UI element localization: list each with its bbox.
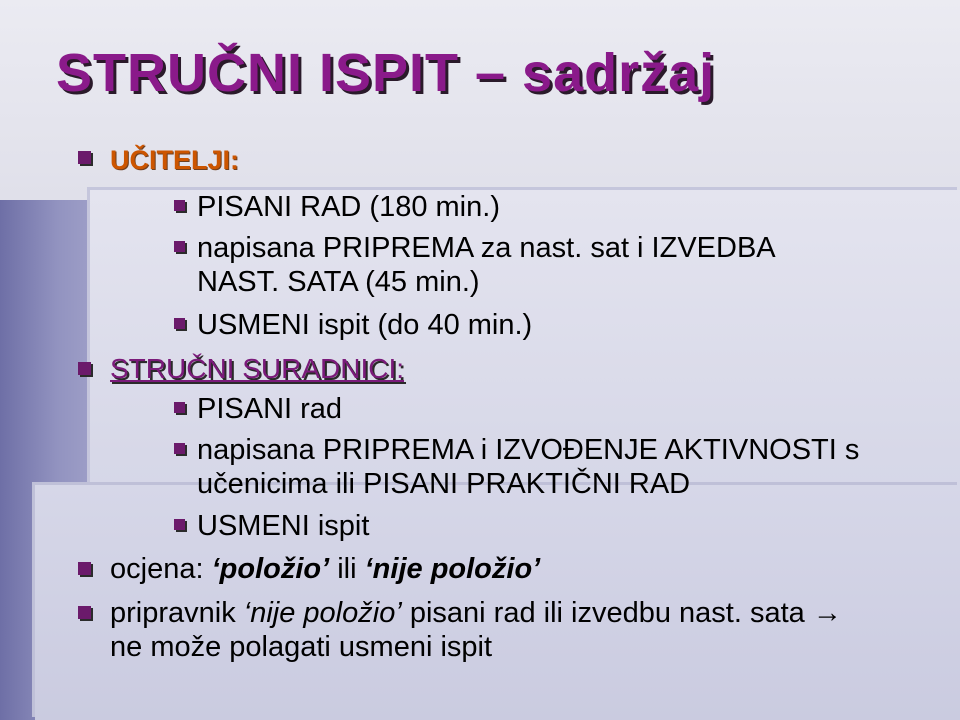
list-item: PISANI rad [197, 393, 343, 425]
list-item-continuation: učenicima ili PISANI PRAKTIČNI RAD [197, 468, 691, 500]
grade-option-failed: ‘nije položio’ [364, 553, 541, 585]
arrow-right-icon: → [812, 597, 842, 629]
list-item-continuation: NAST. SATA (45 min.) [197, 266, 480, 298]
grade-option-passed: ‘položio’ [211, 553, 330, 585]
list-item: USMENI ispit (do 40 min.) [197, 309, 533, 341]
trainee-rest: pisani rad ili izvedbu nast. sata [401, 597, 813, 629]
grade-line [110, 552, 540, 586]
list-item: napisana PRIPREMA za nast. sat i IZVEDBA [197, 232, 776, 264]
bullet-icon [174, 318, 185, 329]
trainee-line [110, 596, 842, 630]
bullet-icon [78, 362, 91, 375]
trainee-quote: ‘nije položio’ [243, 597, 402, 629]
bullet-icon [174, 241, 185, 252]
slide-title: STRUČNI ISPIT – sadržaj [56, 43, 716, 103]
section-heading-ucitelji: UČITELJI: [110, 145, 240, 175]
bullet-icon [174, 519, 185, 530]
grade-prefix: ocjena: [110, 553, 212, 585]
bullet-icon [78, 606, 91, 619]
trainee-prefix: pripravnik [110, 597, 244, 629]
bullet-icon [78, 151, 91, 164]
bullet-icon [78, 562, 91, 575]
list-item: PISANI RAD (180 min.) [197, 191, 500, 223]
grade-or: ili [329, 553, 365, 585]
trainee-line-continuation: ne može polagati usmeni ispit [110, 631, 493, 663]
bullet-icon [174, 402, 185, 413]
bullet-icon [174, 443, 185, 454]
list-item: USMENI ispit [197, 510, 370, 542]
bullet-icon [174, 200, 185, 211]
list-item: napisana PRIPREMA i IZVOĐENJE AKTIVNOSTI s [197, 434, 860, 466]
section-heading-suradnici: STRUČNI SURADNICI: [110, 353, 405, 384]
